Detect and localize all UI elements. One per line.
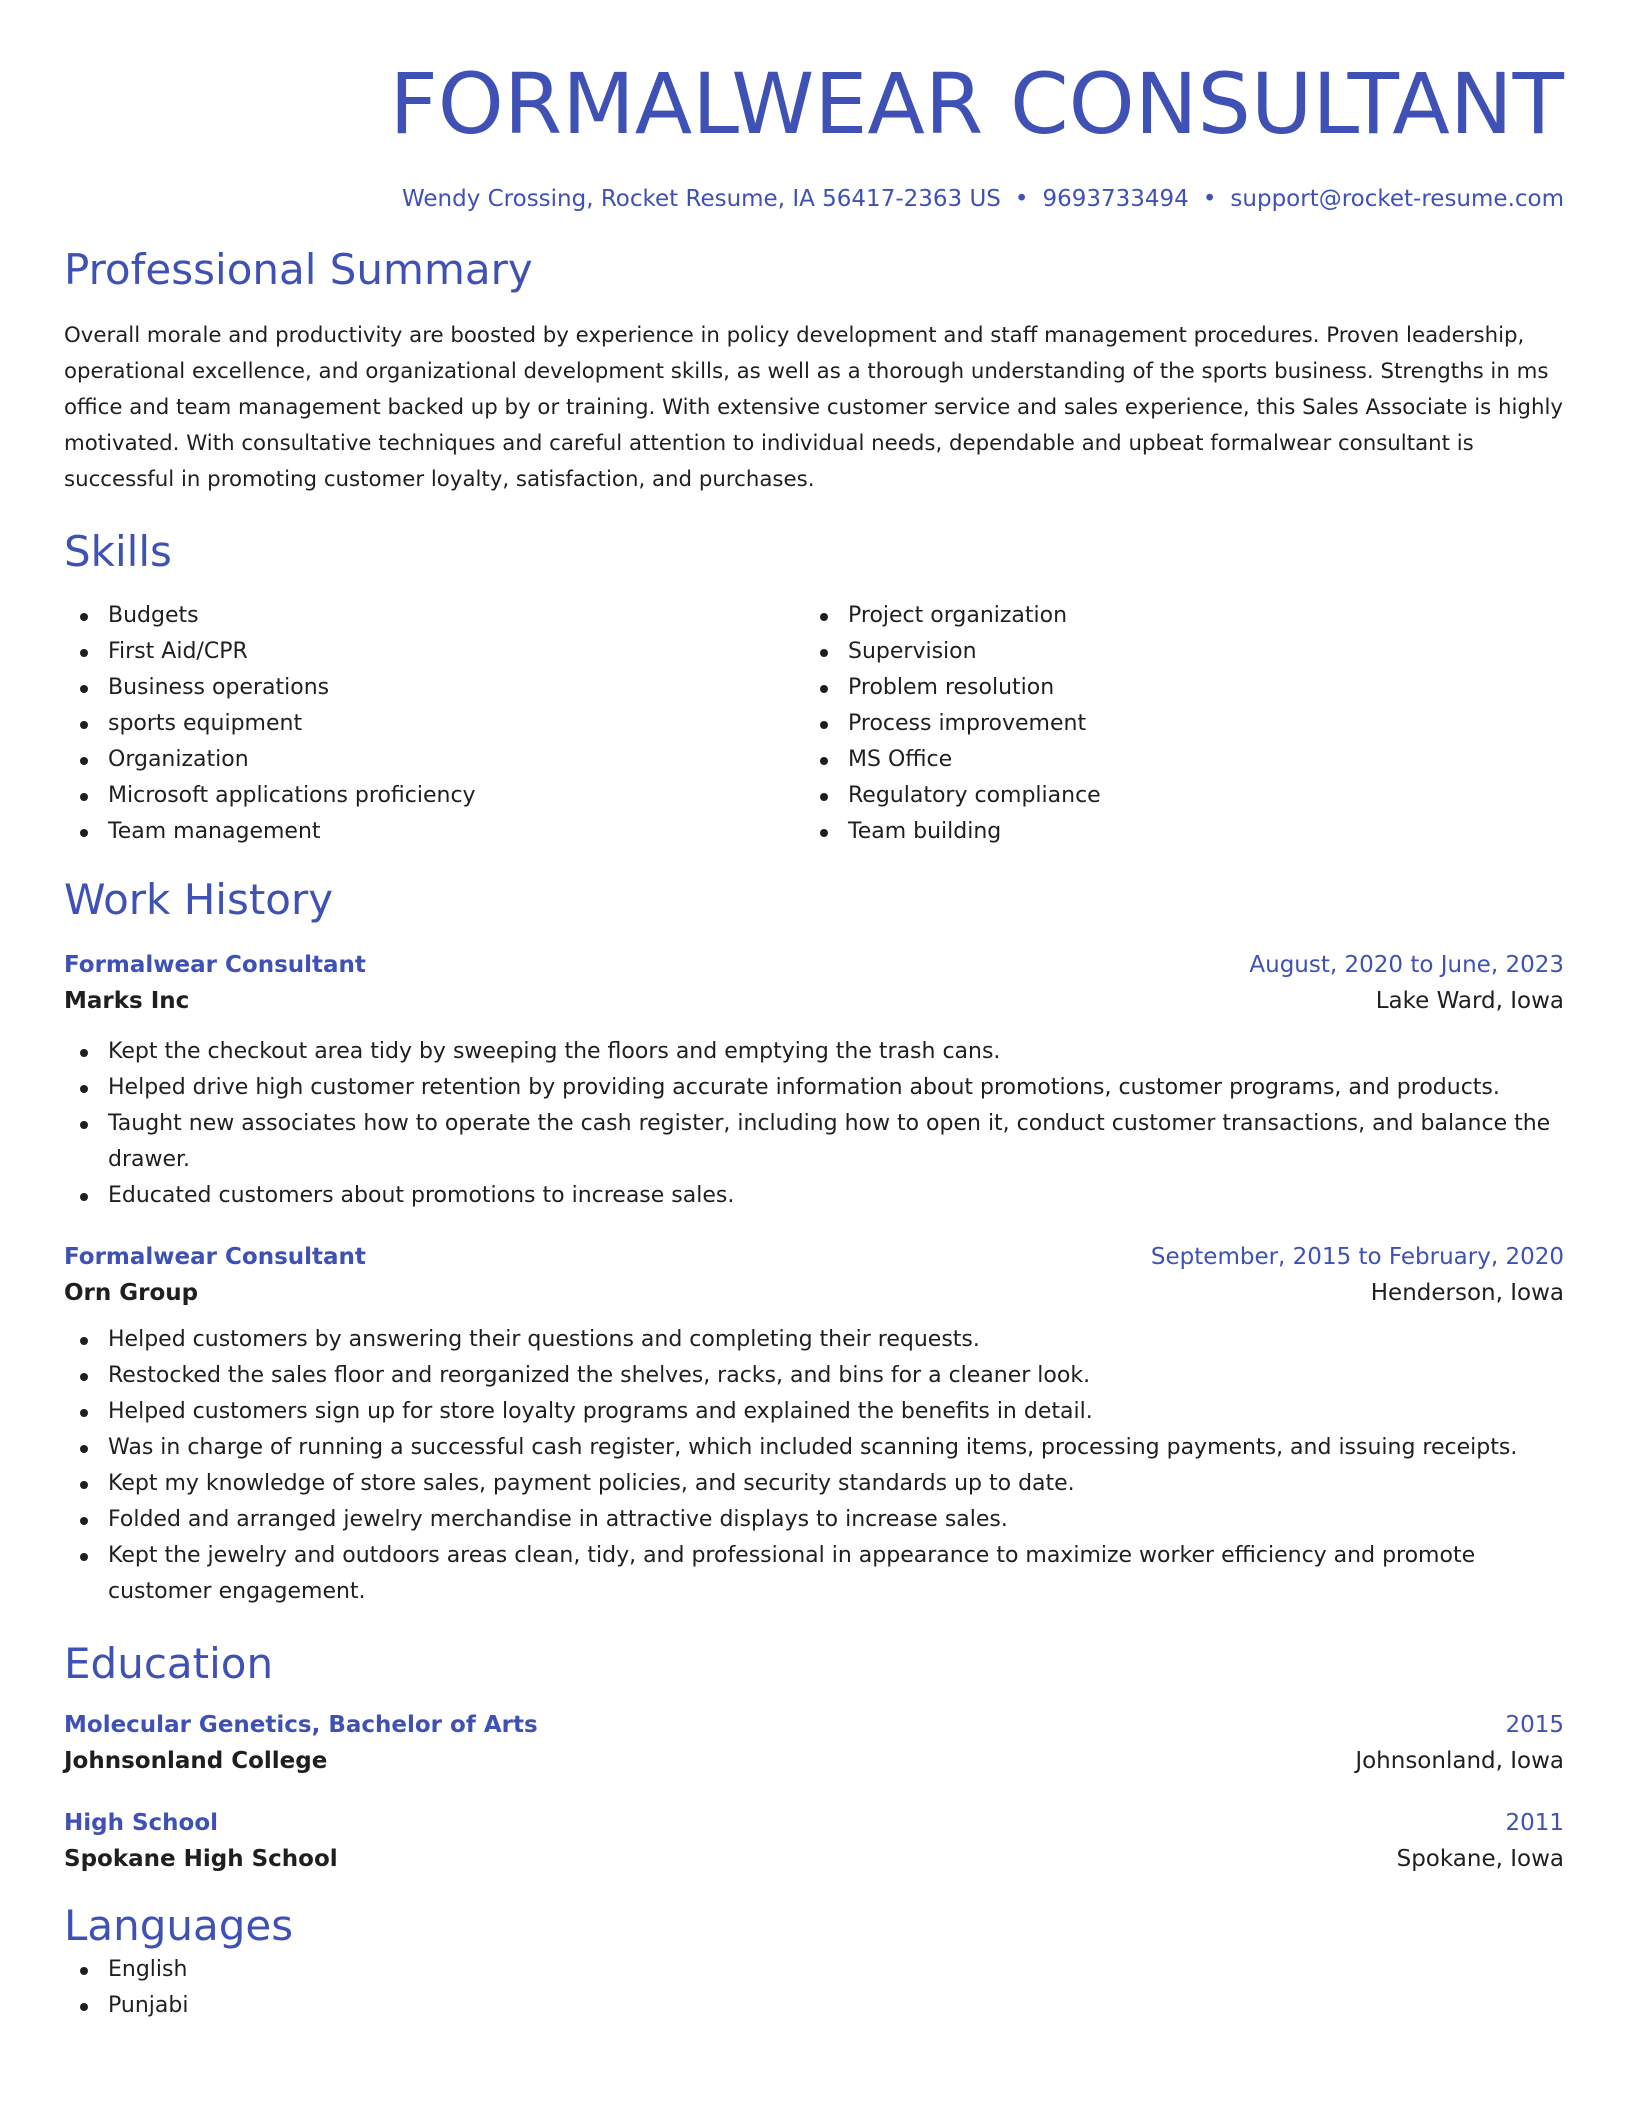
job-duty: Taught new associates how to operate the cash register, including how to open it, conduct customer transactions, and balance the drawer.: [64, 1106, 1564, 1178]
language-item: English: [64, 1952, 1564, 1988]
job-company-row: [64, 1274, 1564, 1312]
job-duty: Helped customers sign up for store loyalty programs and explained the benefits in detail.: [64, 1394, 1564, 1430]
contact-phone: 9693733494: [1042, 186, 1189, 212]
skill-item: Budgets: [64, 598, 804, 634]
job-dates: September, 2015 to February, 2020: [1150, 1244, 1564, 1270]
job-title: Formalwear Consultant: [64, 952, 366, 978]
education-header-row: [64, 1708, 1564, 1742]
education-year: 2011: [1505, 1810, 1564, 1836]
education-entry: [64, 1806, 1564, 1878]
skill-item: Supervision: [804, 634, 1544, 670]
resume-page: [64, 0, 1564, 2024]
languages-list: [64, 1952, 1564, 2024]
job-duties: [64, 1034, 1564, 1214]
education-entry: [64, 1708, 1564, 1780]
job-duty: Kept my knowledge of store sales, payment policies, and security standards up to date.: [64, 1466, 1564, 1502]
job-duty: Folded and arranged jewelry merchandise in attractive displays to increase sales.: [64, 1502, 1564, 1538]
skill-item: First Aid/CPR: [64, 634, 804, 670]
skill-item: Team management: [64, 814, 804, 850]
skill-item: sports equipment: [64, 706, 804, 742]
contact-separator: •: [1202, 186, 1217, 212]
skill-item: Process improvement: [804, 706, 1544, 742]
education-location: Spokane, Iowa: [1396, 1846, 1564, 1872]
skills-column-right: [804, 598, 1544, 850]
skill-item: Organization: [64, 742, 804, 778]
skills-list: [64, 598, 1564, 850]
education-school-row: [64, 1840, 1564, 1878]
job-duty: Helped customers by answering their questions and completing their requests.: [64, 1322, 1564, 1358]
contact-separator: •: [1014, 186, 1029, 212]
skill-item: Team building: [804, 814, 1544, 850]
job-duty: Restocked the sales floor and reorganized the shelves, racks, and bins for a cleaner look.: [64, 1358, 1564, 1394]
education-location: Johnsonland, Iowa: [1355, 1748, 1564, 1774]
language-item: Punjabi: [64, 1988, 1564, 2024]
job-duty: Was in charge of running a successful cash register, which included scanning items, processing payments, and issuing receipts.: [64, 1430, 1564, 1466]
skill-item: Project organization: [804, 598, 1544, 634]
job-entry: [64, 948, 1564, 1214]
education-degree: Molecular Genetics, Bachelor of Arts: [64, 1712, 538, 1738]
skill-item: Microsoft applications proficiency: [64, 778, 804, 814]
section-title-education: Education: [64, 1639, 274, 1688]
education-school-row: [64, 1742, 1564, 1780]
job-entry: [64, 1240, 1564, 1610]
skills-column-left: [64, 598, 804, 850]
job-duty: Educated customers about promotions to increase sales.: [64, 1178, 1564, 1214]
education-school: Johnsonland College: [64, 1748, 328, 1774]
job-header-row: [64, 948, 1564, 982]
job-company: Orn Group: [64, 1280, 199, 1306]
education-school: Spokane High School: [64, 1846, 338, 1872]
skill-item: Regulatory compliance: [804, 778, 1544, 814]
education-degree: High School: [64, 1810, 219, 1836]
contact-address: Wendy Crossing, Rocket Resume, IA 56417-2363 US: [401, 186, 1001, 212]
education-header-row: [64, 1806, 1564, 1840]
skill-item: MS Office: [804, 742, 1544, 778]
education-year: 2015: [1505, 1712, 1564, 1738]
job-company: Marks Inc: [64, 988, 190, 1014]
summary-text: Overall morale and productivity are boosted by experience in policy development and staff management procedures. Proven leadership, operational excellence, and organizational development skills, as well as a thorough understanding of the sports business. Strengths in ms office and team management backed up by or training. With extensive customer service and sales experience, this Sales Associate is highly motivated. With consultative techniques and careful attention to individual needs, dependable and upbeat formalwear consultant is successful in promoting customer loyalty, satisfaction, and purchases.: [64, 323, 1563, 492]
contact-line: [64, 184, 1564, 214]
contact-email[interactable]: support@rocket-resume.com: [1230, 186, 1564, 212]
section-title-work-history: Work History: [64, 875, 334, 924]
job-duty: Kept the jewelry and outdoors areas clean, tidy, and professional in appearance to maximize worker efficiency and promote customer engagement.: [64, 1538, 1564, 1610]
job-duty: Helped drive high customer retention by providing accurate information about promotions, customer programs, and products.: [64, 1070, 1564, 1106]
resume-title: FORMALWEAR CONSULTANT: [389, 55, 1564, 153]
job-header-row: [64, 1240, 1564, 1274]
job-location: Lake Ward, Iowa: [1375, 988, 1564, 1014]
job-company-row: [64, 982, 1564, 1020]
section-title-summary: Professional Summary: [64, 245, 533, 294]
skill-item: Business operations: [64, 670, 804, 706]
job-dates: August, 2020 to June, 2023: [1249, 952, 1564, 978]
job-title: Formalwear Consultant: [64, 1244, 366, 1270]
skill-item: Problem resolution: [804, 670, 1544, 706]
job-location: Henderson, Iowa: [1370, 1280, 1564, 1306]
job-duties: [64, 1322, 1564, 1610]
job-duty: Kept the checkout area tidy by sweeping the floors and emptying the trash cans.: [64, 1034, 1564, 1070]
section-title-languages: Languages: [64, 1901, 294, 1950]
section-title-skills: Skills: [64, 527, 172, 576]
